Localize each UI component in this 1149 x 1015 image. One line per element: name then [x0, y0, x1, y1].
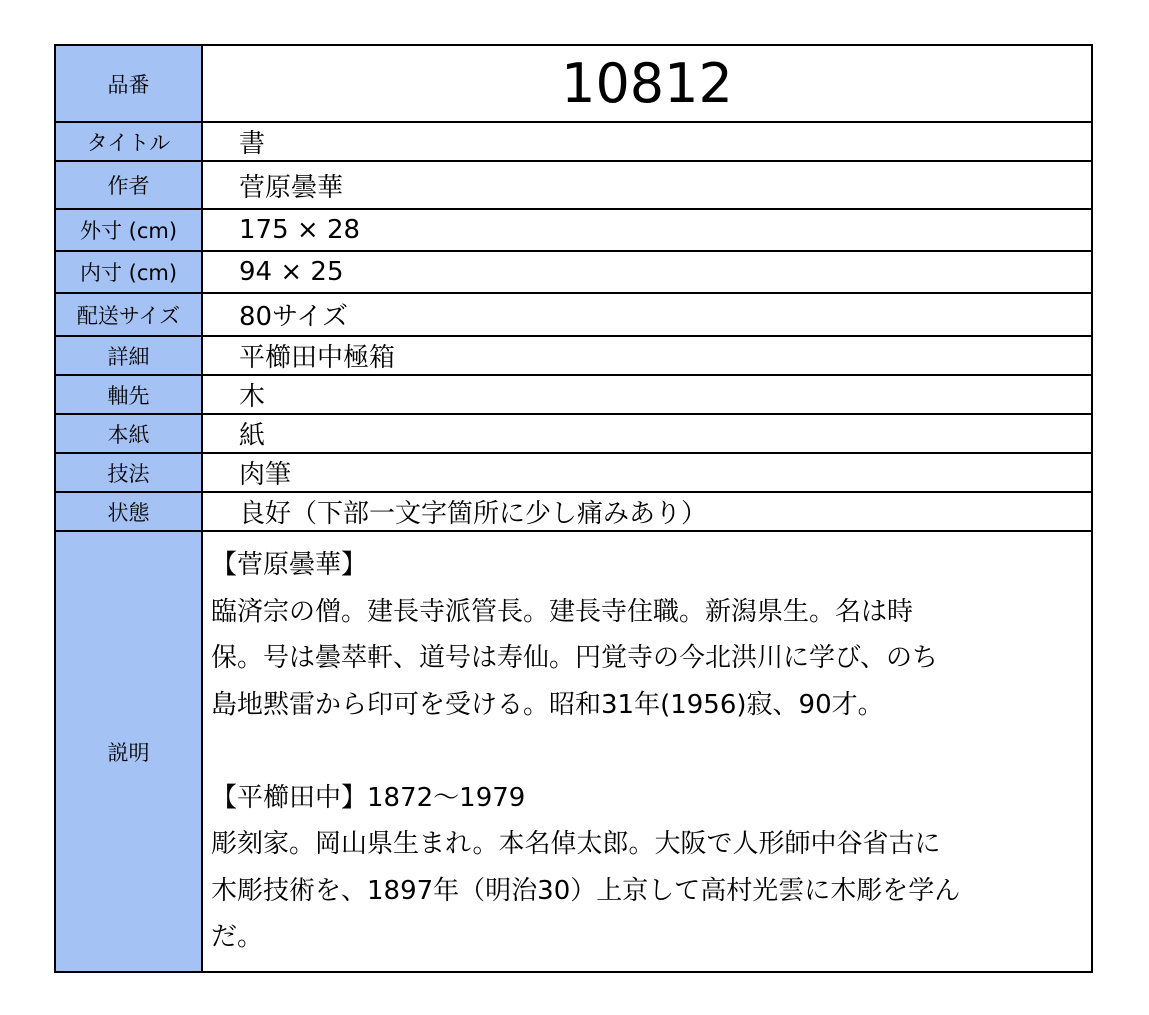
label-details: 詳細: [55, 336, 202, 375]
description-line: 【菅原曇華】: [211, 550, 368, 580]
value-title: 書: [202, 122, 1092, 161]
row-item-number: [55, 45, 1092, 122]
value-item-number: 10812: [202, 45, 1092, 122]
value-author: 菅原曇華: [202, 161, 1092, 209]
description-text: [202, 531, 1092, 972]
value-material: 紙: [202, 414, 1092, 453]
item-spec-table: [54, 44, 1093, 973]
description-line: だ。: [211, 922, 264, 952]
label-outer-size: 外寸 (cm): [55, 209, 202, 251]
label-item-number: 品番: [55, 45, 202, 122]
description-line: 【平櫛田中】1872～1979: [211, 782, 526, 813]
description-line: 彫刻家。岡山県生まれ。本名倬太郎。大阪で人形師中谷省古に: [211, 829, 941, 859]
description-line: 臨済宗の僧。建長寺派管長。建長寺住職。新潟県生。名は時: [211, 596, 914, 627]
value-shipping-size: 80サイズ: [202, 293, 1092, 336]
label-shipping-size: 配送サイズ: [55, 293, 202, 336]
row-roller-end: [55, 375, 1092, 414]
row-description: [55, 531, 1092, 972]
label-technique: 技法: [55, 453, 202, 492]
value-condition: 良好（下部一文字箇所に少し痛みあり）: [202, 492, 1092, 531]
description-line: 保。号は曇萃軒、道号は寿仙。円覚寺の今北洪川に学び、のち: [211, 643, 938, 673]
description-line: 島地黙雷から印可を受ける。昭和31年(1956)寂、90才。: [211, 689, 884, 720]
row-inner-size: [55, 251, 1092, 293]
label-material: 本紙: [55, 414, 202, 453]
row-author: [55, 161, 1092, 209]
value-roller-end: 木: [202, 375, 1092, 414]
value-outer-size: 175 × 28: [202, 209, 1092, 251]
row-condition: [55, 492, 1092, 531]
label-inner-size: 内寸 (cm): [55, 251, 202, 293]
label-roller-end: 軸先: [55, 375, 202, 414]
description-line: [211, 728, 1091, 775]
description-line: 木彫技術を、1897年（明治30）上京して高村光雲に木彫を学ん: [211, 875, 961, 906]
row-outer-size: [55, 209, 1092, 251]
label-description: 説明: [55, 531, 202, 972]
value-details: 平櫛田中極箱: [202, 336, 1092, 375]
row-material: [55, 414, 1092, 453]
row-details: [55, 336, 1092, 375]
label-author: 作者: [55, 161, 202, 209]
label-condition: 状態: [55, 492, 202, 531]
value-inner-size: 94 × 25: [202, 251, 1092, 293]
row-technique: [55, 453, 1092, 492]
value-technique: 肉筆: [202, 453, 1092, 492]
row-title: [55, 122, 1092, 161]
label-title: タイトル: [55, 122, 202, 161]
row-shipping-size: [55, 293, 1092, 336]
